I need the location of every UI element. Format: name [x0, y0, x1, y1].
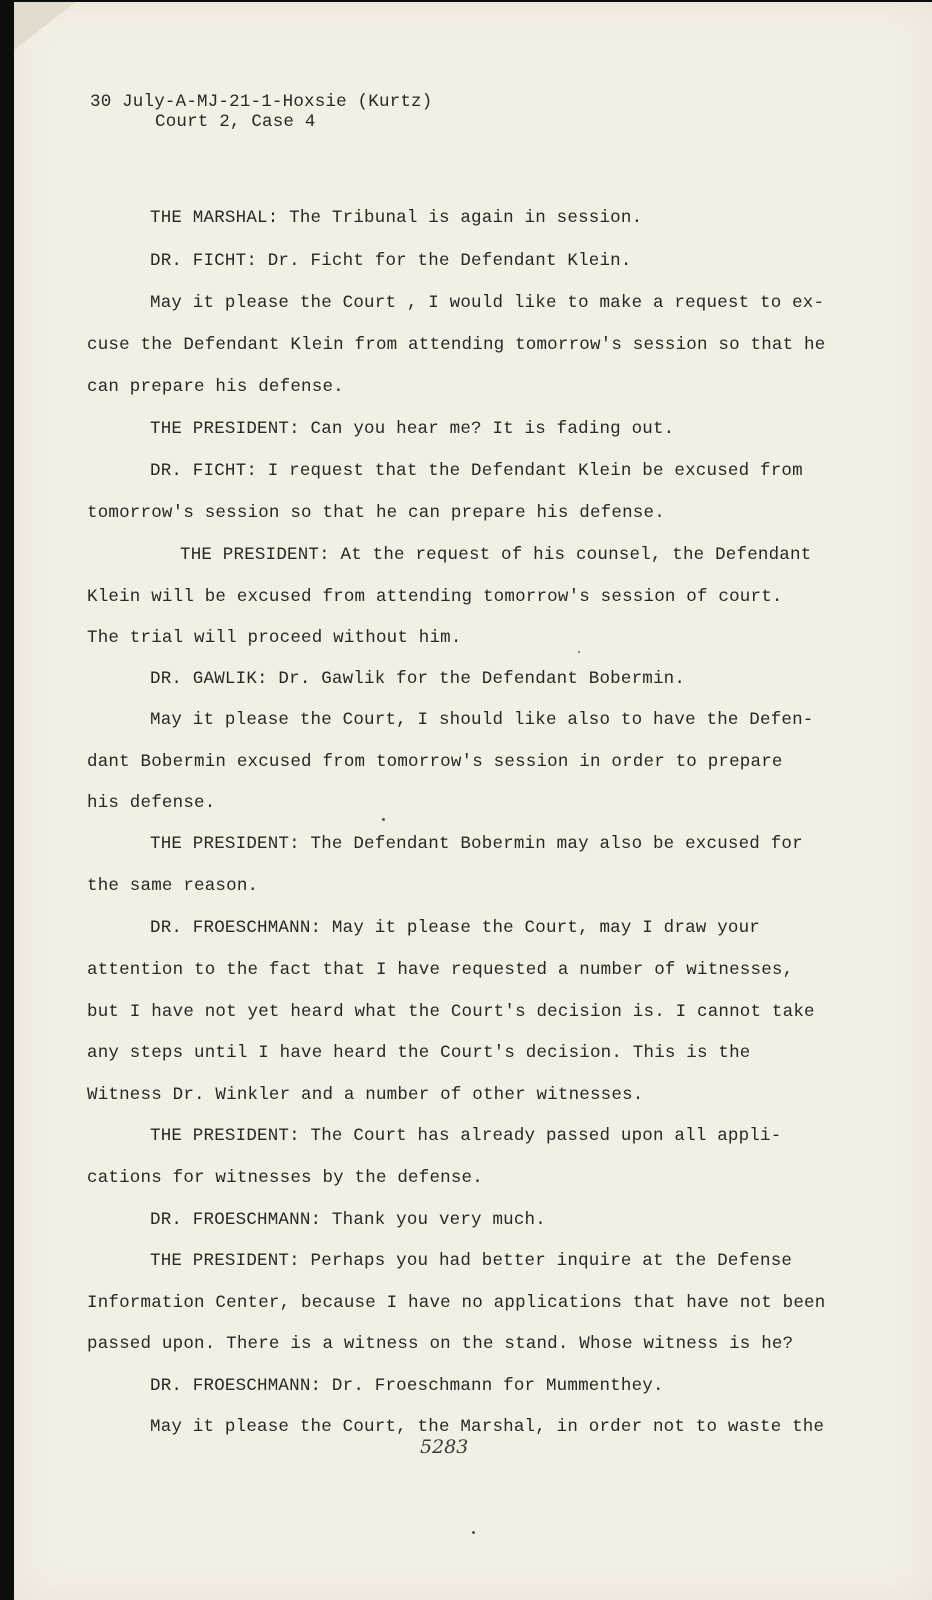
transcript-line: DR. FROESCHMANN: Thank you very much. — [150, 1210, 546, 1230]
folded-corner — [14, 2, 76, 50]
handwritten-page-number: 5283 — [420, 1436, 469, 1458]
transcript-line: THE PRESIDENT: The Court has already passed upon all appli- — [150, 1126, 782, 1146]
document-header-court: Court 2, Case 4 — [155, 112, 316, 132]
transcript-line: DR. FICHT: Dr. Ficht for the Defendant Klein. — [150, 251, 632, 271]
transcript-line: any steps until I have heard the Court's decision. This is the — [87, 1043, 751, 1063]
transcript-line: THE PRESIDENT: The Defendant Bobermin may also be excused for — [150, 834, 803, 854]
paper-speck — [382, 818, 385, 821]
transcript-line: dant Bobermin excused from tomorrow's session in order to prepare — [87, 752, 783, 772]
paper-speck — [578, 651, 580, 653]
transcript-line: the same reason. — [87, 876, 259, 896]
transcript-line: tomorrow's session so that he can prepare his defense. — [87, 503, 665, 523]
transcript-line: May it please the Court, the Marshal, in order not to waste the — [150, 1417, 825, 1437]
transcript-line: DR. FROESCHMANN: Dr. Froeschmann for Mummenthey. — [150, 1376, 664, 1396]
transcript-line: cations for witnesses by the defense. — [87, 1168, 483, 1188]
transcript-line: DR. FICHT: I request that the Defendant Klein be excused from — [150, 461, 803, 481]
document-header-id: 30 July-A-MJ-21-1-Hoxsie (Kurtz) — [90, 92, 433, 112]
paper-speck — [472, 1531, 475, 1534]
transcript-line: The trial will proceed without him. — [87, 628, 462, 648]
transcript-line: Witness Dr. Winkler and a number of other witnesses. — [87, 1085, 644, 1105]
transcript-line: THE PRESIDENT: Perhaps you had better inquire at the Defense — [150, 1251, 793, 1271]
transcript-line: can prepare his defense. — [87, 377, 344, 397]
transcript-line: but I have not yet heard what the Court's decision is. I cannot take — [87, 1002, 815, 1022]
transcript-line: Information Center, because I have no applications that have not been — [87, 1293, 826, 1313]
transcript-line: his defense. — [87, 793, 216, 813]
transcript-line: THE PRESIDENT: At the request of his counsel, the Defendant — [180, 545, 812, 565]
transcript-line: cuse the Defendant Klein from attending tomorrow's session so that he — [87, 335, 826, 355]
transcript-line: attention to the fact that I have requested a number of witnesses, — [87, 960, 794, 980]
transcript-line: May it please the Court , I would like to make a request to ex- — [150, 293, 825, 313]
transcript-line: THE MARSHAL: The Tribunal is again in session. — [150, 208, 643, 228]
transcript-line: DR. FROESCHMANN: May it please the Court, may I draw your — [150, 918, 760, 938]
transcript-line: passed upon. There is a witness on the stand. Whose witness is he? — [87, 1334, 794, 1354]
transcript-line: May it please the Court, I should like also to have the Defen- — [150, 710, 814, 730]
transcript-line: DR. GAWLIK: Dr. Gawlik for the Defendant Bobermin. — [150, 669, 686, 689]
transcript-line: Klein will be excused from attending tomorrow's session of court. — [87, 587, 783, 607]
transcript-line: THE PRESIDENT: Can you hear me? It is fading out. — [150, 419, 675, 439]
